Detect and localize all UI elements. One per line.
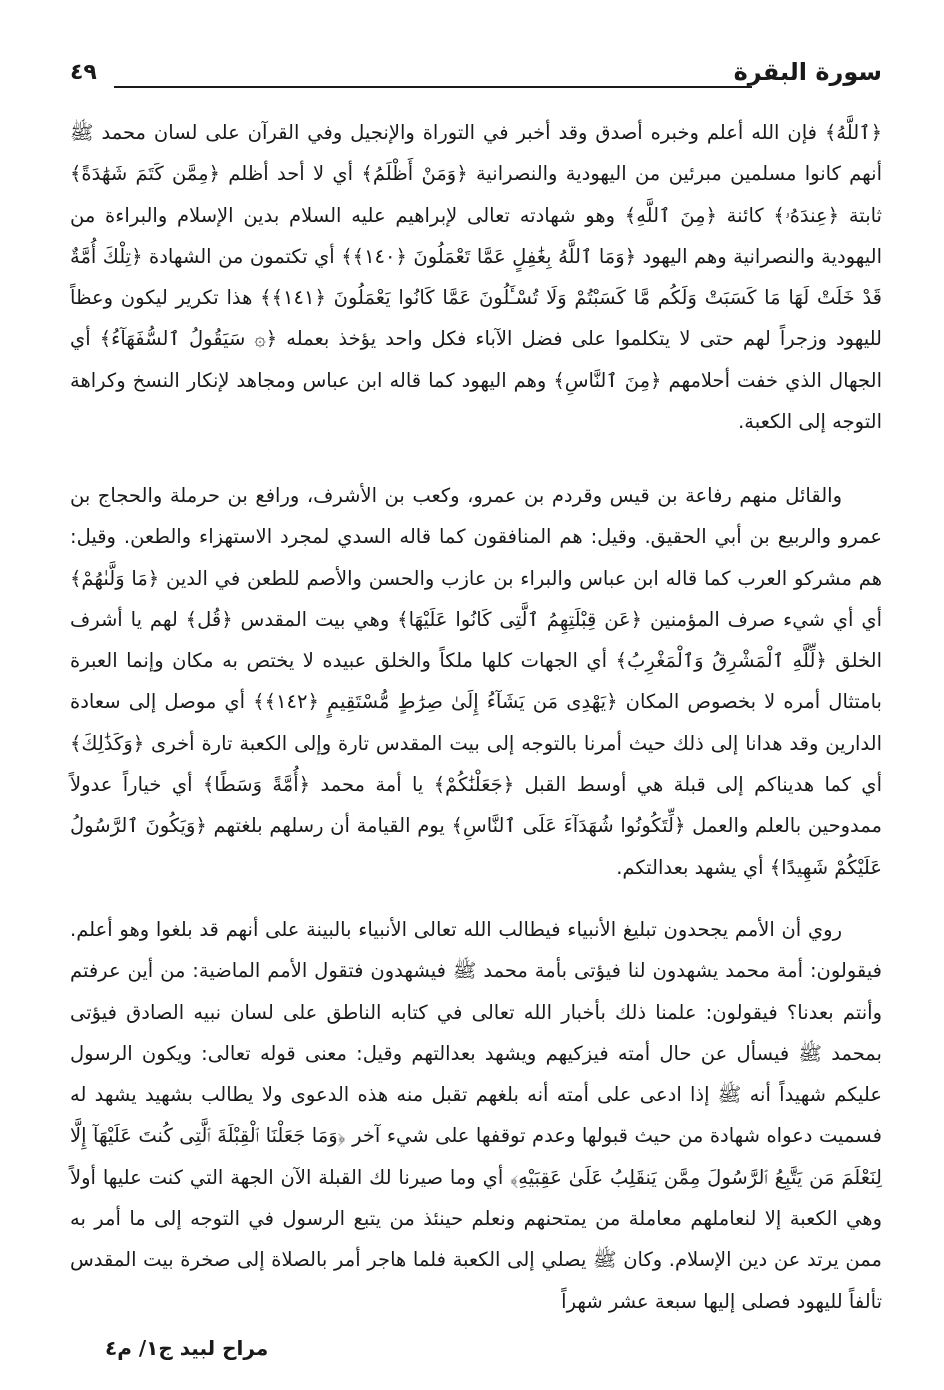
- volume-signature: مراح لبيد ج١/ م٤: [105, 1336, 269, 1360]
- page-header: [70, 56, 882, 96]
- page-number: ٤٩: [70, 60, 97, 85]
- paragraph-1: ﴿ٱللَّهُ﴾ فإن الله أعلم وخبره أصدق وقد أخبر في التوراة والإنجيل وفي القرآن على لسان محمد ﷺ أنهم كانوا مسلمين مبرئين من اليهودية والنصرانية ﴿وَمَنْ أَظْلَمُ﴾ أي لا أحد أظلم ﴿مِمَّن كَتَمَ شَهَٰدَةً﴾ ثابتة ﴿عِندَهُۥ﴾ كائنة ﴿مِنَ ٱللَّهِ﴾ وهو شهادته تعالى لإبراهيم عليه السلام بدين الإسلام والبراءة من اليهودية والنصرانية وهم اليهود ﴿وَمَا ٱللَّهُ بِغَٰفِلٍ عَمَّا تَعْمَلُونَ ﴿١٤٠﴾﴾ أي تكتمون من الشهادة ﴿تِلْكَ أُمَّةٌ قَدْ خَلَتْ لَهَا مَا كَسَبَتْ وَلَكُم مَّا كَسَبْتُمْ وَلَا تُسْـَٔلُونَ عَمَّا كَانُوا يَعْمَلُونَ ﴿١٤١﴾﴾ هذا تكرير ليكون وعظاً لليهود وزجراً لهم حتى لا يتكلموا على فضل الآباء فكل واحد يؤخذ بعمله ﴿۞ سَيَقُولُ ٱلسُّفَهَآءُ﴾ أي الجهال الذي خفت أحلامهم ﴿مِنَ ٱلنَّاسِ﴾ وهم اليهود كما قاله ابن عباس ومجاهد لإنكار النسخ وكراهة التوجه إلى الكعبة.: [70, 121, 883, 434]
- header-rule: [114, 86, 752, 88]
- paragraph-2: والقائل منهم رفاعة بن قيس وقردم بن عمرو، وكعب بن الأشرف، ورافع بن حرملة والحجاج بن عمرو والربيع بن أبي الحقيق. وقيل: هم المنافقون كما قاله السدي لمجرد الاستهزاء والطعن. وقيل: هم مشركو العرب كما قاله ابن عباس والبراء بن عازب والحسن والأصم للطعن في الدين ﴿مَا وَلَّىٰهُمْ﴾ أي أي شيء صرف المؤمنين ﴿عَن قِبْلَتِهِمُ ٱلَّتِى كَانُوا عَلَيْهَا﴾ وهي بيت المقدس ﴿قُل﴾ لهم يا أشرف الخلق ﴿لِّلَّهِ ٱلْمَشْرِقُ وَٱلْمَغْرِبُ﴾ أي الجهات كلها ملكاً والخلق عبيده لا يختص به مكان وإنما العبرة بامتثال أمره لا بخصوص المكان ﴿يَهْدِى مَن يَشَآءُ إِلَىٰ صِرَٰطٍ مُّسْتَقِيمٍ ﴿١٤٢﴾﴾ أي موصل إلى سعادة الدارين وقد هدانا إلى ذلك حيث أمرنا بالتوجه إلى بيت المقدس تارة وإلى الكعبة تارة أخرى ﴿وَكَذَٰلِكَ﴾ أي كما هديناكم إلى قبلة هي أوسط القبل ﴿جَعَلْنَٰكُمْ﴾ يا أمة محمد ﴿أُمَّةً وَسَطًا﴾ أي خياراً عدولاً ممدوحين بالعلم والعمل ﴿لِّتَكُونُوا شُهَدَآءَ عَلَى ٱلنَّاسِ﴾ يوم القيامة أن رسلهم بلغتهم ﴿وَيَكُونَ ٱلرَّسُولُ عَلَيْكُمْ شَهِيدًا﴾ أي يشهد بعدالتكم.: [70, 484, 882, 879]
- paragraph-3: روي أن الأمم يجحدون تبليغ الأنبياء فيطالب الله تعالى الأنبياء بالبينة على أنهم قد بلغوا وهو أعلم. فيقولون: أمة محمد يشهدون لنا فيؤتى بأمة محمد ﷺ فيشهدون فتقول الأمم الماضية: من أين عرفتم وأنتم بعدنا؟ فيقولون: علمنا ذلك بأخبار الله تعالى في كتابه الناطق على لسان نبيه الصادق فيؤتى بمحمد ﷺ فيسأل عن حال أمته فيزكيهم ويشهد بعدالتهم وقيل: معنى قوله تعالى: ويكون الرسول عليكم شهيداً أنه ﷺ إذا ادعى على أمته أنه بلغهم تقبل منه هذه الدعوى ولا يطالب بشهيد يشهد له فسميت دعواه شهادة من حيث قبولها وعدم توقفها على شيء آخر ﴿وَمَا جَعَلْنَا ٱلْقِبْلَةَ ٱلَّتِى كُنتَ عَلَيْهَآ إِلَّا لِنَعْلَمَ مَن يَتَّبِعُ ٱلرَّسُولَ مِمَّن يَنقَلِبُ عَلَىٰ عَقِبَيْهِ﴾ أي وما صيرنا لك القبلة الآن الجهة التي كنت عليها أولاً وهي الكعبة إلا لنعاملهم معاملة من يمتحنهم ونعلم حينئذ من يتبع الرسول في التوجه إلى ما أمر به ممن يرتد عن دين الإسلام. وكان ﷺ يصلي إلى الكعبة فلما هاجر أمر بالصلاة إلى صخرة بيت المقدس تألفاً لليهود فصلى إليها سبعة عشر شهراً: [70, 918, 882, 1313]
- surah-title: سورة البقرة: [733, 58, 882, 86]
